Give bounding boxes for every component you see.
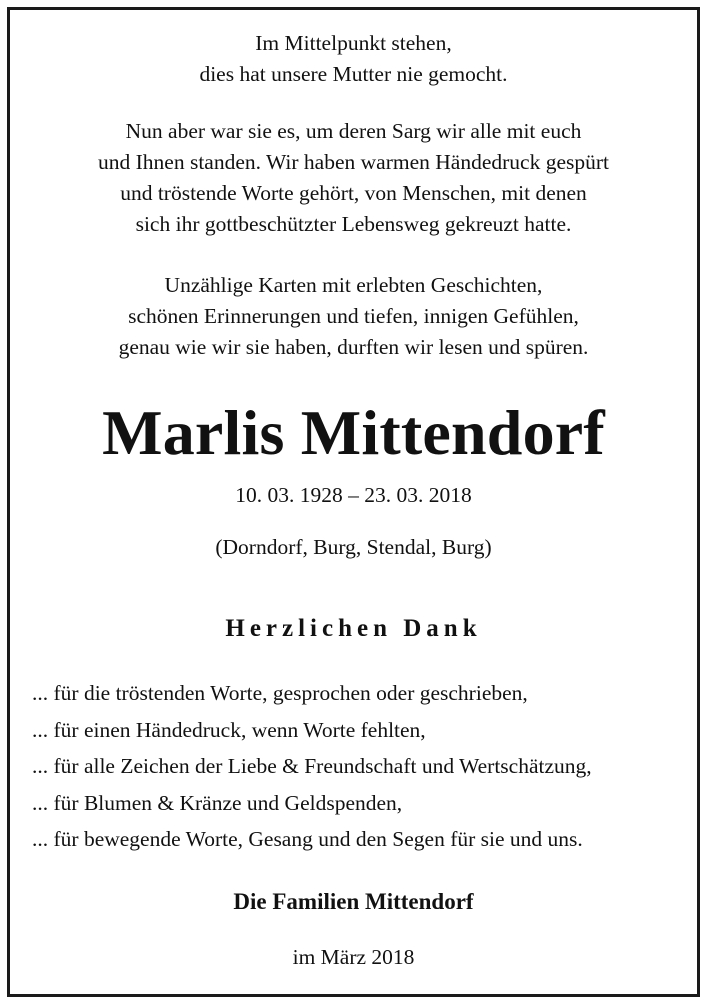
- thanks-item: ... für Blumen & Kränze und Geldspenden,: [32, 790, 403, 815]
- thanks-list: [32, 675, 592, 858]
- intro-stanza-2: [0, 116, 707, 240]
- deceased-name: Marlis Mittendorf: [102, 397, 605, 468]
- poem-line: genau wie wir sie haben, durften wir lesen und spüren.: [118, 335, 589, 359]
- thanks-item: ... für bewegende Worte, Gesang und den Segen für sie und uns.: [32, 827, 583, 851]
- poem-line: dies hat unsere Mutter nie gemocht.: [199, 62, 508, 86]
- notice-date: im März 2018: [292, 945, 415, 969]
- life-dates: 10. 03. 1928 – 23. 03. 2018: [235, 483, 472, 507]
- family-signature: Die Familien Mittendorf: [233, 889, 474, 914]
- life-places: (Dorndorf, Burg, Stendal, Burg): [215, 535, 492, 559]
- poem-line: Im Mittelpunkt stehen,: [255, 31, 452, 55]
- thanks-item: ... für einen Händedruck, wenn Worte fehlten,: [32, 717, 426, 742]
- thanks-item: ... für alle Zeichen der Liebe & Freundschaft und Wertschätzung,: [32, 754, 592, 778]
- poem-line: sich ihr gottbeschützter Lebensweg gekreuzt hatte.: [135, 212, 572, 236]
- thanks-heading: Herzlichen Dank: [225, 615, 482, 642]
- intro-stanza-1: [0, 28, 707, 90]
- poem-line: Unzählige Karten mit erlebten Geschichten,: [164, 273, 543, 297]
- poem-line: Nun aber war sie es, um deren Sarg wir alle mit euch: [125, 119, 582, 143]
- thanks-item: ... für die tröstenden Worte, gesprochen oder geschrieben,: [32, 681, 528, 705]
- poem-line: und tröstende Worte gehört, von Menschen, mit denen: [120, 181, 587, 205]
- poem-line: und Ihnen standen. Wir haben warmen Händedruck gespürt: [98, 150, 609, 174]
- intro-stanza-3: [0, 270, 707, 363]
- poem-line: schönen Erinnerungen und tiefen, innigen Gefühlen,: [128, 304, 579, 328]
